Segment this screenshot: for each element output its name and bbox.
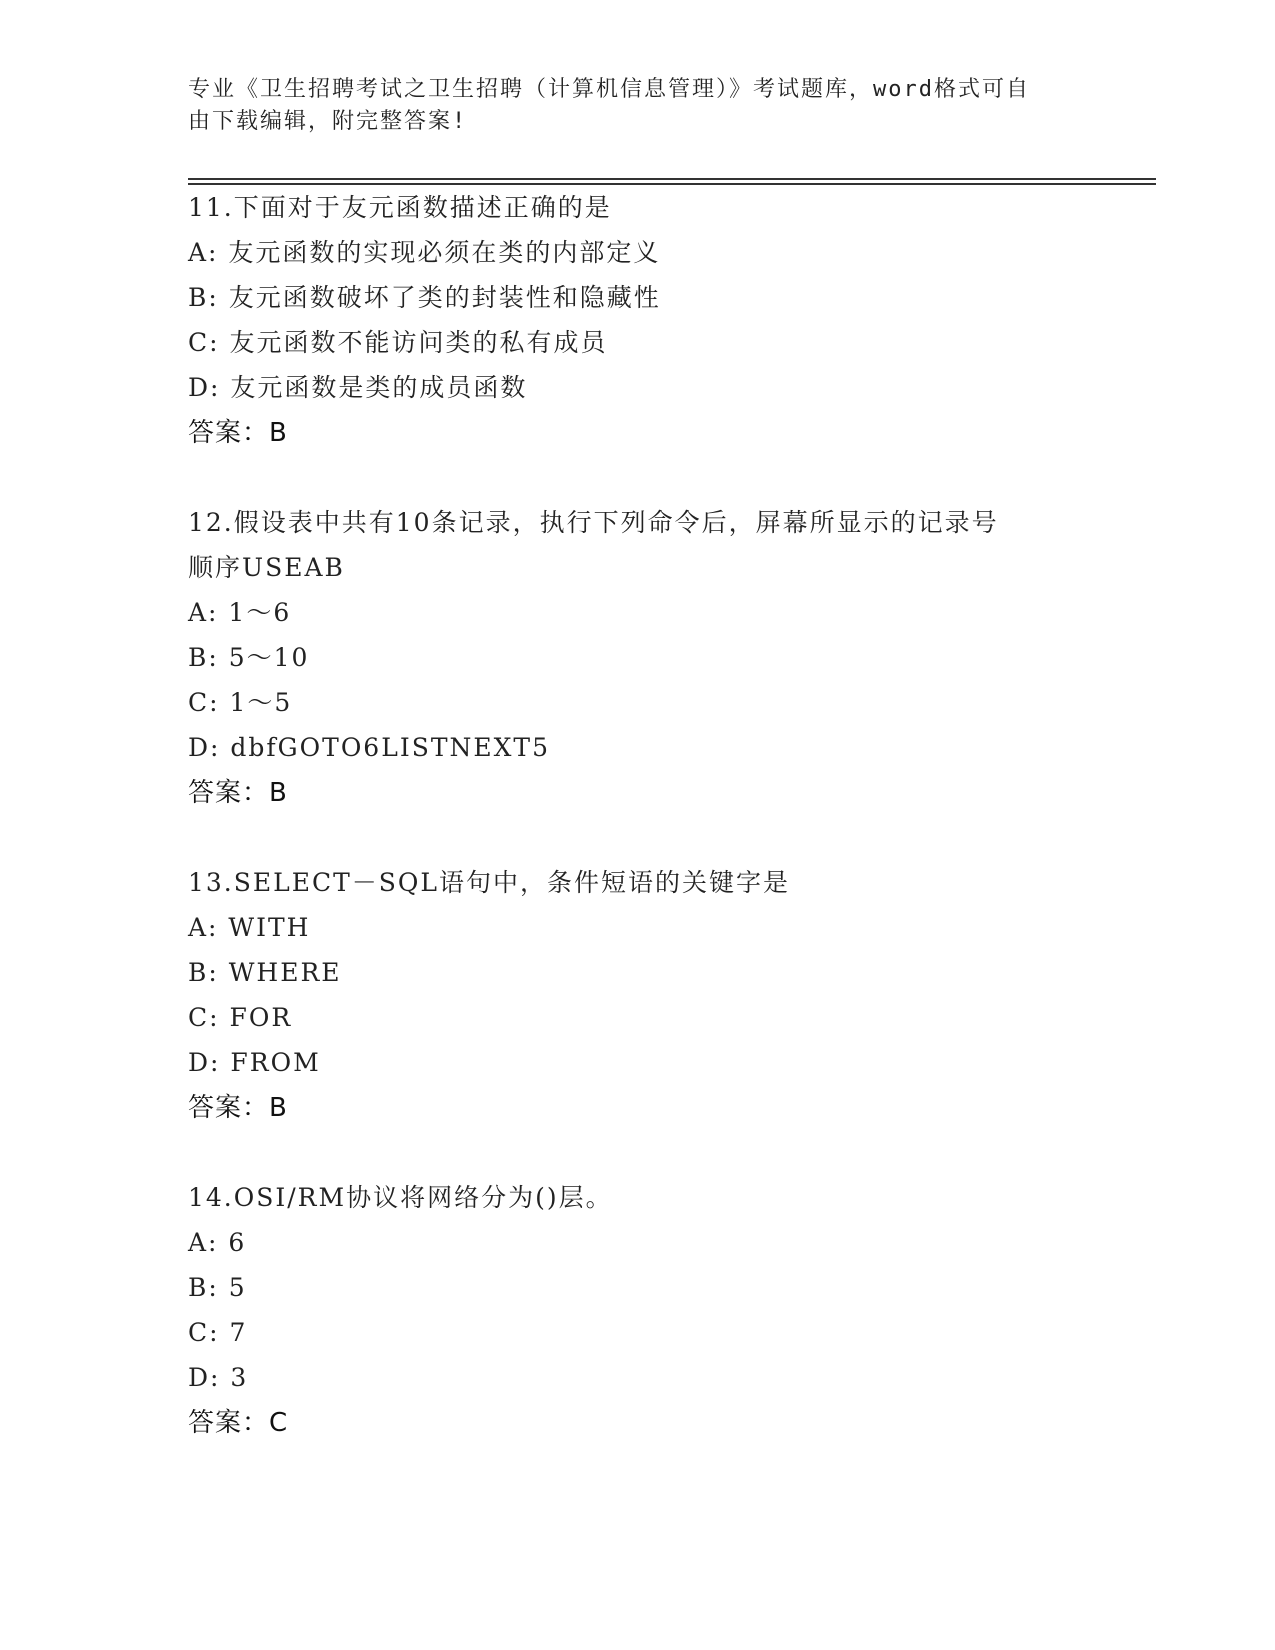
- question-12-option-c: C: 1～5: [188, 688, 293, 717]
- question-12-option-b: B: 5～10: [188, 643, 310, 672]
- header-divider-bottom: [188, 183, 1156, 185]
- question-13-stem: 13.SELECT－SQL语句中，条件短语的关键字是: [188, 868, 791, 897]
- question-13-option-d: D: FROM: [188, 1048, 321, 1077]
- question-11-stem: 11.下面对于友元函数描述正确的是: [188, 193, 612, 222]
- question-12-answer: 答案：B: [188, 778, 288, 808]
- question-13-option-c: C: FOR: [188, 1003, 293, 1032]
- question-11-answer: 答案：B: [188, 418, 288, 448]
- question-12-option-a: A: 1～6: [188, 598, 292, 627]
- document-header: [188, 74, 1068, 138]
- question-14-answer: 答案：C: [188, 1408, 289, 1438]
- question-13-option-a: A: WITH: [188, 913, 311, 942]
- question-11-option-c: C: 友元函数不能访问类的私有成员: [188, 328, 608, 357]
- question-13-answer: 答案：B: [188, 1093, 288, 1123]
- question-11-option-a: A: 友元函数的实现必须在类的内部定义: [188, 238, 661, 267]
- question-12-stem: 12.假设表中共有10条记录，执行下列命令后，屏幕所显示的记录号: [188, 508, 999, 537]
- question-11-option-d: D: 友元函数是类的成员函数: [188, 373, 528, 402]
- question-14-option-a: A: 6: [188, 1228, 247, 1257]
- question-12-stem-continued: 顺序USEAB: [188, 553, 345, 582]
- header-line-2: 由下载编辑，附完整答案!: [188, 109, 468, 134]
- header-line-1: 专业《卫生招聘考试之卫生招聘（计算机信息管理）》考试题库，word格式可自: [188, 77, 1030, 102]
- question-14-option-c: C: 7: [188, 1318, 248, 1347]
- question-14-stem: 14.OSI/RM协议将网络分为()层。: [188, 1183, 613, 1212]
- question-13-option-b: B: WHERE: [188, 958, 342, 987]
- question-12-option-d: D: dbfGOTO6LISTNEXT5: [188, 733, 550, 762]
- header-divider-top: [188, 178, 1156, 180]
- question-14-option-d: D: 3: [188, 1363, 249, 1392]
- question-11-option-b: B: 友元函数破坏了类的封装性和隐藏性: [188, 283, 661, 312]
- question-14-option-b: B: 5: [188, 1273, 247, 1302]
